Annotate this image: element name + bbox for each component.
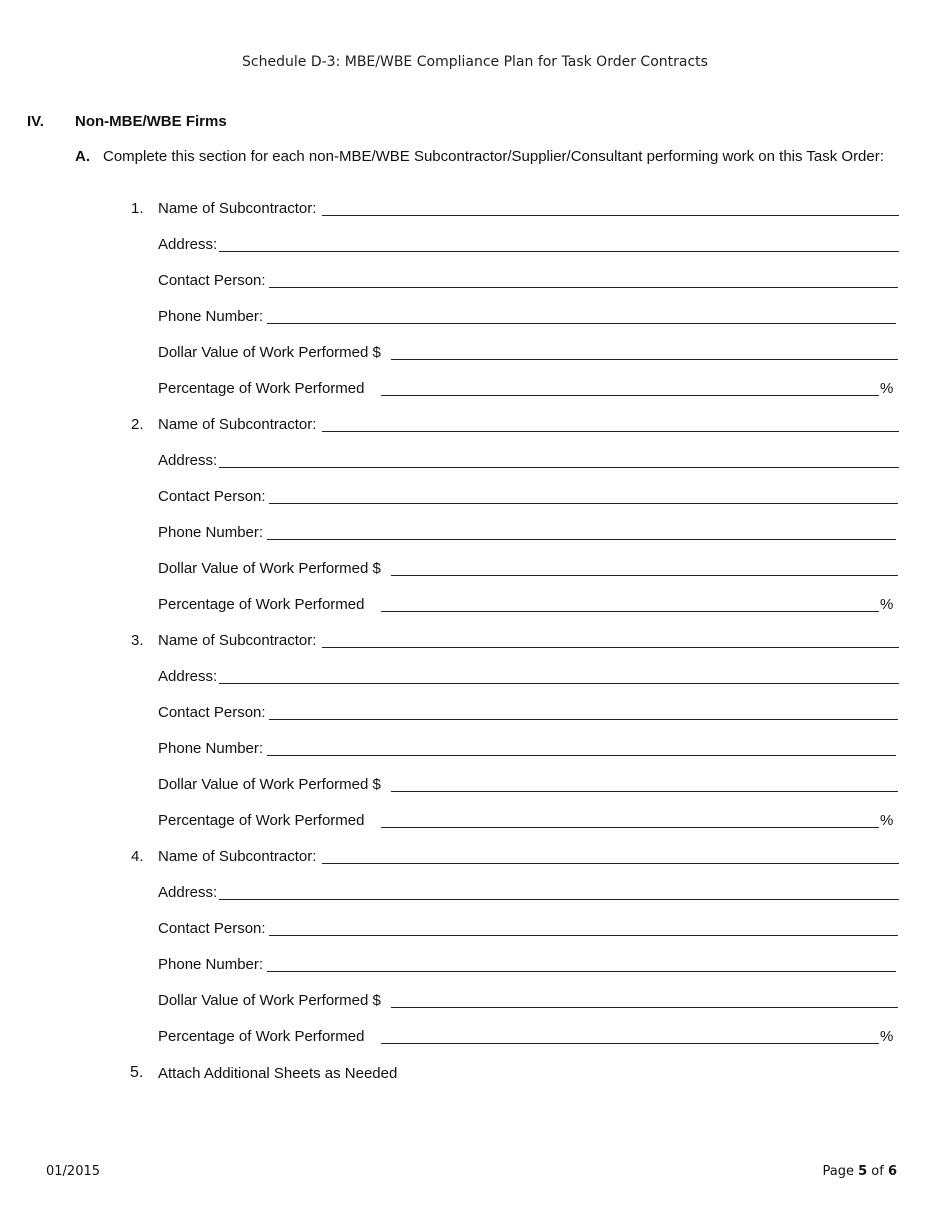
field-address — [158, 236, 903, 256]
contact-label: Contact Person: — [158, 920, 266, 937]
address-label: Address: — [158, 668, 218, 685]
field-address — [158, 668, 903, 688]
field-phone — [158, 956, 903, 976]
name-input-line[interactable] — [322, 431, 899, 432]
address-input-line[interactable] — [219, 899, 899, 900]
contact-label: Contact Person: — [158, 488, 266, 505]
field-percentage — [158, 812, 903, 832]
field-contact — [158, 704, 903, 724]
footer-date: 01/2015 — [46, 1164, 101, 1179]
field-percentage — [158, 380, 903, 400]
percentage-label: Percentage of Work Performed — [158, 1028, 365, 1045]
name-input-line[interactable] — [322, 215, 899, 216]
contact-input-line[interactable] — [269, 719, 898, 720]
field-contact — [158, 920, 903, 940]
page-of: of — [871, 1164, 884, 1179]
item-5-number: 5. — [130, 1064, 144, 1081]
percentage-input-line[interactable] — [381, 827, 879, 828]
dollar-label: Dollar Value of Work Performed $ — [158, 992, 381, 1009]
field-phone — [158, 308, 903, 328]
page-current: 5 — [858, 1164, 868, 1179]
dollar-input-line[interactable] — [391, 359, 898, 360]
dollar-input-line[interactable] — [391, 791, 898, 792]
footer-page-number — [822, 1164, 897, 1179]
percent-sign: % — [880, 812, 894, 829]
name-label: Name of Subcontractor: — [158, 200, 317, 217]
entry-number: 3. — [131, 632, 144, 649]
phone-label: Phone Number: — [158, 956, 264, 973]
field-dollar — [158, 344, 903, 364]
percent-sign: % — [880, 380, 894, 397]
phone-label: Phone Number: — [158, 740, 264, 757]
address-label: Address: — [158, 452, 218, 469]
phone-input-line[interactable] — [267, 323, 896, 324]
name-label: Name of Subcontractor: — [158, 416, 317, 433]
page-header: Schedule D-3: MBE/WBE Compliance Plan for Task Order Contracts — [242, 54, 708, 70]
entry-number: 1. — [131, 200, 144, 217]
dollar-label: Dollar Value of Work Performed $ — [158, 344, 381, 361]
field-name — [158, 416, 903, 436]
entry-number: 4. — [131, 848, 144, 865]
field-name — [158, 632, 903, 652]
percentage-label: Percentage of Work Performed — [158, 596, 365, 613]
address-input-line[interactable] — [219, 251, 899, 252]
percentage-label: Percentage of Work Performed — [158, 380, 365, 397]
contact-input-line[interactable] — [269, 287, 898, 288]
page-prefix: Page — [822, 1164, 854, 1179]
dollar-input-line[interactable] — [391, 575, 898, 576]
field-phone — [158, 524, 903, 544]
subsection-instructions: Complete this section for each non-MBE/WBE Subcontractor/Supplier/Consultant performing work on this Task Order: — [103, 148, 884, 165]
dollar-label: Dollar Value of Work Performed $ — [158, 776, 381, 793]
field-dollar — [158, 776, 903, 796]
address-input-line[interactable] — [219, 683, 899, 684]
field-contact — [158, 488, 903, 508]
phone-input-line[interactable] — [267, 971, 896, 972]
percentage-input-line[interactable] — [381, 1043, 879, 1044]
entry-number: 2. — [131, 416, 144, 433]
field-address — [158, 452, 903, 472]
phone-input-line[interactable] — [267, 539, 896, 540]
section-title: Non-MBE/WBE Firms — [75, 113, 227, 130]
contact-input-line[interactable] — [269, 503, 898, 504]
name-input-line[interactable] — [322, 863, 899, 864]
name-input-line[interactable] — [322, 647, 899, 648]
page-total: 6 — [887, 1164, 897, 1179]
section-number: IV. — [27, 113, 44, 130]
percentage-input-line[interactable] — [381, 395, 879, 396]
dollar-label: Dollar Value of Work Performed $ — [158, 560, 381, 577]
field-dollar — [158, 560, 903, 580]
subsection-letter: A. — [75, 148, 90, 165]
address-label: Address: — [158, 236, 218, 253]
contact-label: Contact Person: — [158, 704, 266, 721]
phone-label: Phone Number: — [158, 524, 264, 541]
phone-input-line[interactable] — [267, 755, 896, 756]
address-input-line[interactable] — [219, 467, 899, 468]
name-label: Name of Subcontractor: — [158, 632, 317, 649]
contact-label: Contact Person: — [158, 272, 266, 289]
field-percentage — [158, 1028, 903, 1048]
field-address — [158, 884, 903, 904]
field-name — [158, 848, 903, 868]
dollar-input-line[interactable] — [391, 1007, 898, 1008]
field-phone — [158, 740, 903, 760]
percentage-input-line[interactable] — [381, 611, 879, 612]
contact-input-line[interactable] — [269, 935, 898, 936]
percent-sign: % — [880, 1028, 894, 1045]
percentage-label: Percentage of Work Performed — [158, 812, 365, 829]
field-percentage — [158, 596, 903, 616]
field-contact — [158, 272, 903, 292]
field-name — [158, 200, 903, 220]
name-label: Name of Subcontractor: — [158, 848, 317, 865]
field-dollar — [158, 992, 903, 1012]
percent-sign: % — [880, 596, 894, 613]
phone-label: Phone Number: — [158, 308, 264, 325]
item-5-text: Attach Additional Sheets as Needed — [158, 1065, 398, 1082]
address-label: Address: — [158, 884, 218, 901]
